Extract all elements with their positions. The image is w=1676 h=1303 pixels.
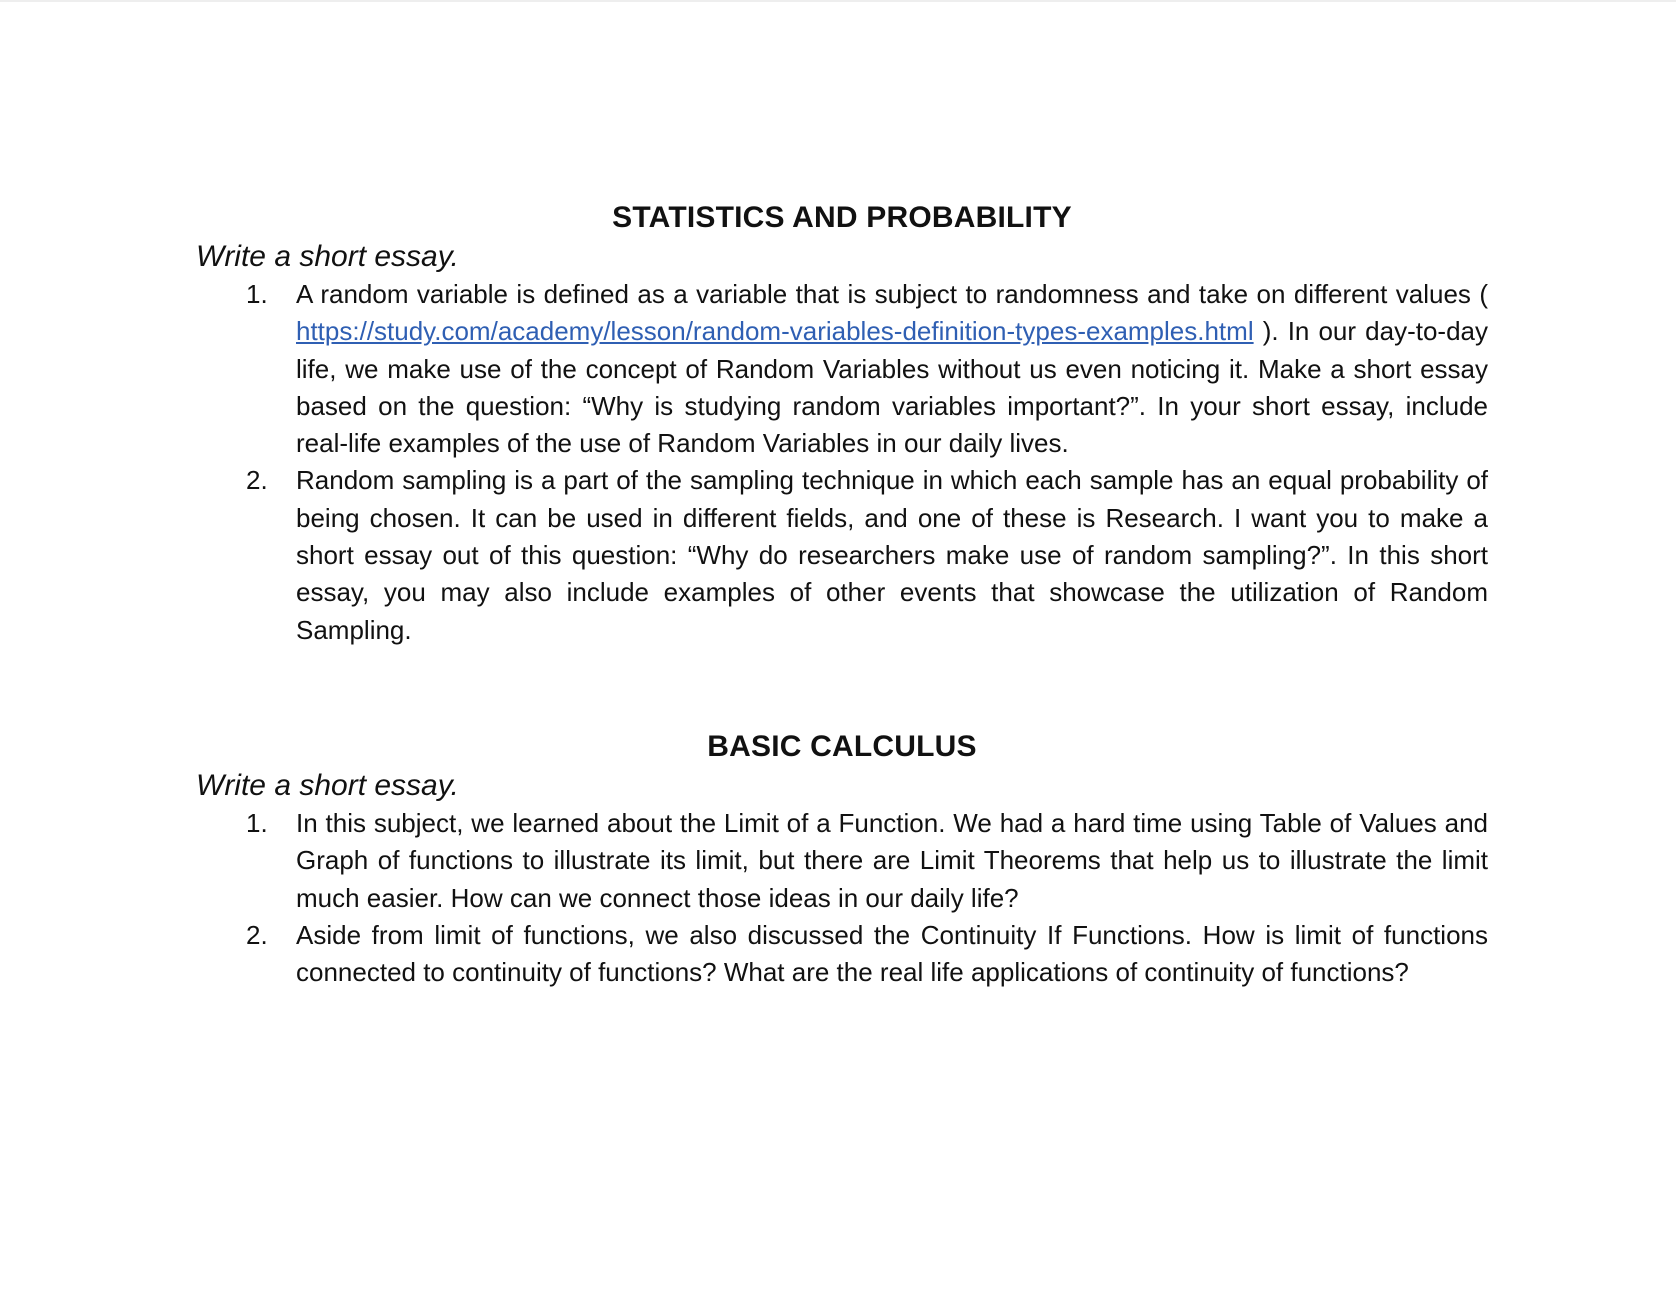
question-text: Random sampling is a part of the sampling technique in which each sample has an equal probability of being chosen. It can be used in different fields, and one of these is Research. I want you to make a short essay out of this question: “Why do researchers make use of random sampling?”. In this short essay, you may also include examples of other events that showcase the utilization of Random Sampling. xyxy=(296,465,1488,645)
question-item xyxy=(196,276,1488,462)
question-list xyxy=(196,805,1488,991)
question-item xyxy=(196,917,1488,992)
section-title: STATISTICS AND PROBABILITY xyxy=(612,201,1072,234)
study-com-link[interactable]: https://study.com/academy/lesson/random-variables-definition-types-examples.html xyxy=(296,316,1254,347)
question-number: 2. xyxy=(246,465,268,496)
section-title: BASIC CALCULUS xyxy=(707,730,977,763)
question-number: 2. xyxy=(246,919,268,950)
section-instruction: Write a short essay. xyxy=(196,769,459,802)
section-basic-calculus xyxy=(196,727,1488,991)
question-item xyxy=(196,805,1488,917)
question-text: Aside from limit of functions, we also discussed the Continuity If Functions. How is limit of functions connected to continuity of functions? What are the real life applications of continuity of functions? xyxy=(296,919,1488,988)
question-number: 1. xyxy=(246,808,268,838)
question-text: A random variable is defined as a variable that is subject to randomness and take on different values ( xyxy=(296,279,1488,309)
question-item xyxy=(196,462,1488,648)
question-list xyxy=(196,276,1488,649)
question-text-continued: ). In our day-to-day life, we make use of the concept of Random Variables without us even noticing it. Make a short essay based on the question: “Why is studying random variables important?”. In your short essay, include real-life examples of the use of Random Variables in our daily lives. xyxy=(296,316,1488,459)
question-number: 1. xyxy=(246,279,268,309)
question-text: In this subject, we learned about the Limit of a Function. We had a hard time using Table of Values and Graph of functions to illustrate its limit, but there are Limit Theorems that help us to illustrate the limit much easier. How can we connect those ideas in our daily life? xyxy=(296,808,1488,913)
section-statistics-and-probability xyxy=(196,198,1488,649)
section-instruction: Write a short essay. xyxy=(196,240,459,273)
